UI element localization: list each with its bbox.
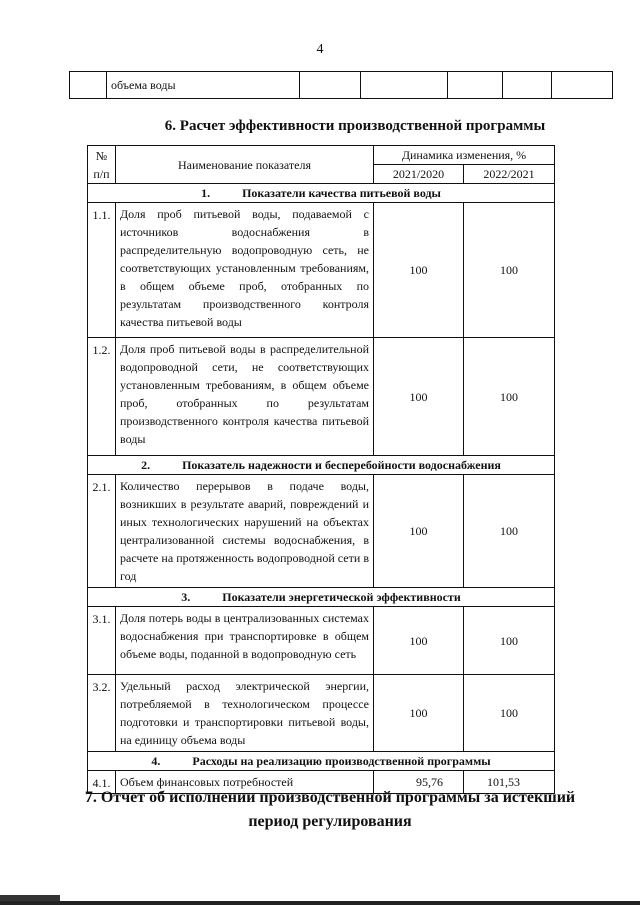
row-value-2022: 100 [464,675,555,752]
row-value-2022: 101,53 [464,771,555,794]
header-num: № п/п [88,146,116,184]
prev-cell [552,72,613,99]
section-7-title: 7. Отчет об исполнении производственной программы за истекший период регулирования [84,789,576,830]
scan-artifact [0,901,640,905]
group-number: 2. [141,458,151,472]
row-indicator-name: Удельный расход электрической энергии, потребляемой в технологическом процессе подготовки и транспортировки питьевой воды, на единицу объема воды [116,675,374,752]
row-indicator-name: Доля потерь воды в централизованных системах водоснабжения при транспортировке в общем объеме воды, поданной в водопроводную сеть [116,607,374,675]
efficiency-table [87,145,555,794]
page-number: 4 [316,42,324,57]
header-dynamics: Динамика изменения, % [374,146,555,165]
row-indicator-name: Доля проб питьевой воды, подаваемой с источников водоснабжения в распределительную водопроводную сеть, не соответствующих установленным требованиям, в общем объеме проб, отобранных по результатам производственного контроля качества питьевой воды [116,203,374,338]
group-number: 3. [181,590,191,604]
table-row [88,338,555,456]
row-value-2021: 95,76 [374,771,464,794]
row-value-2021: 100 [374,338,464,456]
row-number: 1.2. [88,338,116,456]
group-number: 4. [151,754,161,768]
prev-cell [448,72,503,99]
group-row [88,184,555,203]
row-number: 3.2. [88,675,116,752]
row-number: 1.1. [88,203,116,338]
row-value-2021: 100 [374,203,464,338]
row-indicator-name: Количество перерывов в подаче воды, возникших в результате аварий, повреждений и иных технологических нарушений на объектах централизованной системы водоснабжения, в расчете на протяженность водопроводной сети в год [116,475,374,588]
header-name: Наименование показателя [116,146,374,184]
row-value-2022: 100 [464,475,555,588]
row-number: 2.1. [88,475,116,588]
previous-table-fragment [69,71,613,99]
table-row [88,475,555,588]
prev-cell-num [70,72,107,99]
row-value-2021: 100 [374,475,464,588]
row-number: 4.1. [88,771,116,794]
row-value-2021: 100 [374,675,464,752]
header-col-2021: 2021/2020 [374,165,464,184]
row-value-2022: 100 [464,203,555,338]
table-row [88,675,555,752]
group-title: Показатели энергетической эффективности [222,590,461,604]
group-row [88,588,555,607]
prev-cell [361,72,448,99]
prev-cell [503,72,552,99]
group-title: Показатели качества питьевой воды [242,186,441,200]
row-number: 3.1. [88,607,116,675]
row-value-2021: 100 [374,607,464,675]
row-value-2022: 100 [464,338,555,456]
group-title: Показатель надежности и бесперебойности водоснабжения [182,458,501,472]
prev-cell-name: объема воды [107,72,300,99]
group-title: Расходы на реализацию производственной программы [192,754,491,768]
group-row [88,456,555,475]
row-indicator-name: Объем финансовых потребностей [116,771,374,794]
row-value-2022: 100 [464,607,555,675]
header-col-2022: 2022/2021 [464,165,555,184]
prev-cell [300,72,361,99]
group-number: 1. [201,186,211,200]
table-row [88,203,555,338]
section-6-title: 6. Расчет эффективности производственной программы [164,118,546,134]
row-indicator-name: Доля проб питьевой воды в распределительной водопроводной сети, не соответствующих установленным требованиям, в общем объеме проб, отобранных по результатам производственного контроля качества питьевой воды [116,338,374,456]
table-row [88,607,555,675]
group-row [88,752,555,771]
